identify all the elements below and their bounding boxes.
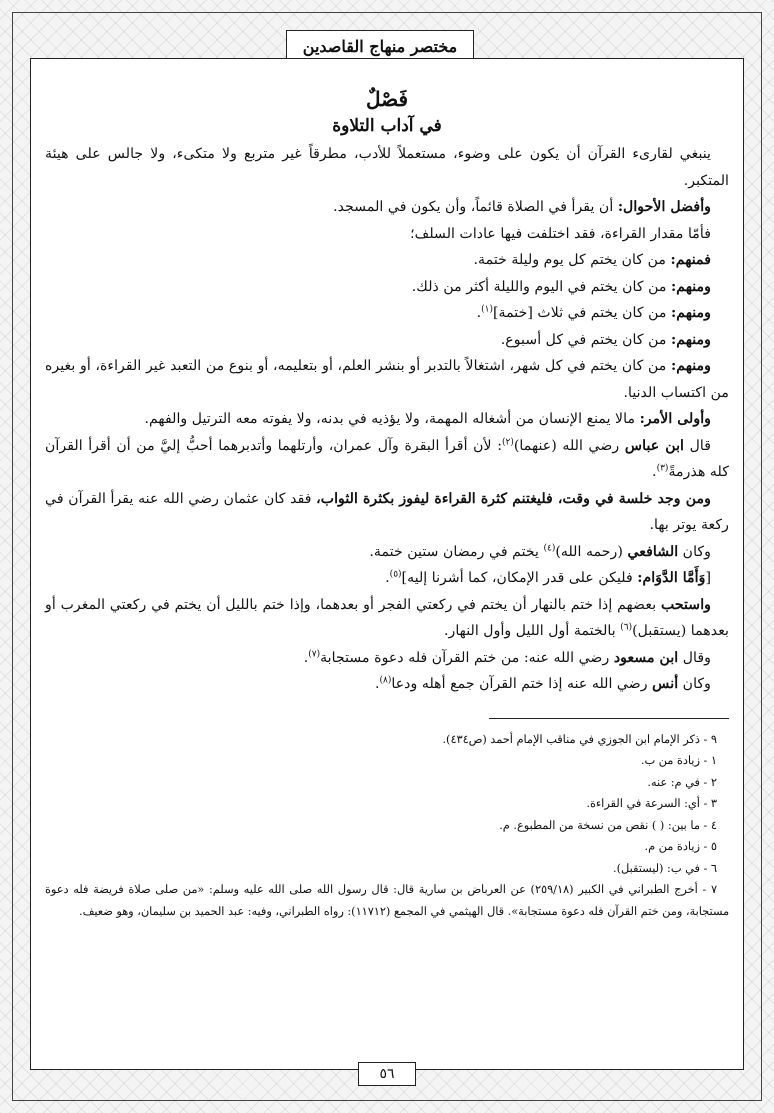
- footnotes: [45, 729, 729, 923]
- paragraph-15: [45, 645, 729, 672]
- paragraph-5-text: من كان يختم في اليوم والليلة أكثر من ذلك.: [411, 278, 672, 295]
- paragraph-11-lead: ومن وجد خلسة في وقت، فليغتنم كثرة القراءة ليفوز بكثرة الثواب،: [316, 490, 711, 507]
- section-subtitle: في آداب التلاوة: [332, 116, 442, 136]
- paragraph-3: [45, 221, 729, 248]
- paragraph-15-end: .: [303, 649, 309, 666]
- paragraph-2-text: أن يقرأ في الصلاة قائماً، وأن يكون في المسجد.: [333, 199, 618, 215]
- paragraph-5: [45, 274, 729, 301]
- paragraph-12-b: (رحمه الله): [555, 543, 628, 560]
- footnote-item: ١ - زيادة من ب.: [640, 754, 717, 767]
- paragraph-15-a: وقال: [678, 649, 711, 666]
- paragraph-10-end: .: [652, 464, 657, 480]
- paragraph-16-name: أنس: [652, 676, 679, 692]
- footnote-ref[interactable]: (٣): [656, 463, 669, 474]
- paragraph-8: [45, 353, 729, 406]
- footnote-item: ٢ - في م: عنه.: [647, 775, 717, 789]
- paragraph-7-lead: ومنهم:: [671, 331, 711, 348]
- paragraph-15-b: رضي الله عنه: من ختم القرآن فله دعوة مستجابة: [320, 649, 614, 666]
- paragraph-7-text: من كان يختم في كل أسبوع.: [500, 331, 672, 348]
- paragraph-6-lead: ومنهم:: [671, 305, 711, 321]
- footnote-item: ٦ - في ب: (ليستقبل).: [613, 861, 717, 875]
- paragraph-10-b: رضي الله (عنهما): [513, 437, 625, 454]
- footnote-ref[interactable]: (٢): [502, 436, 514, 447]
- paragraph-1-text: ينبغي لقارىء القرآن أن يكون على وضوء، مستعملاً للأدب، مطرقاً غير متربع ولا متكىء، ولا جالس على هيئة المتكبر.: [45, 146, 729, 189]
- paragraph-1: [45, 141, 729, 194]
- paragraph-16-b: رضي الله عنه إذا ختم القرآن جمع أهله ودعا: [391, 676, 653, 692]
- footnote-divider: [489, 718, 729, 719]
- footnote-item: ٥ - زيادة من م.: [644, 840, 717, 853]
- paragraph-14-lead: واستحب: [660, 596, 711, 613]
- paragraph-15-name: ابن مسعود: [613, 649, 679, 666]
- paragraph-12-name: الشافعي: [627, 543, 679, 560]
- paragraph-3-text: فأمّا مقدار القراءة، فقد اختلفت فيها عادات السلف؛: [410, 225, 711, 242]
- paragraph-8-text: من كان يختم في كل شهر، اشتغالاً بالتدبر أو بنشر العلم، أو بتعليمه، أو بنوع من التعبد غير القراءة، أو بغيره من اكتساب الدنيا.: [45, 358, 729, 401]
- paragraph-16-end: .: [375, 676, 380, 692]
- paragraph-14-a: بعضهم إذا ختم بالنهار أن يختم في ركعتي الفجر أو بعدهما، وإذا ختم بالليل أن يختم في ركعتي المغرب أو بعدهما (يستقبل): [45, 596, 729, 639]
- paragraph-10-a: قال: [683, 437, 711, 454]
- footnote-ref[interactable]: (٥): [389, 569, 402, 580]
- paragraph-4: [45, 247, 729, 274]
- paragraph-13: [45, 565, 729, 592]
- paragraph-6: [45, 300, 729, 327]
- paragraph-14: [45, 592, 729, 645]
- content-area: [30, 58, 744, 1070]
- paragraph-13-text: فليكن على قدر الإمكان، كما أشرنا إليه]: [401, 570, 638, 586]
- paragraph-13-lead: وَأَمَّا الدَّوَام:: [637, 570, 706, 586]
- paragraph-16-a: وكان: [678, 676, 711, 692]
- paragraph-9: [45, 406, 729, 433]
- paragraph-9-lead: وأولى الأمر:: [639, 411, 711, 427]
- footnote-ref[interactable]: (٧): [308, 648, 321, 659]
- paragraph-10-c: : لأن أقرأ البقرة وآل عمران، وأرتلهما وأتدبرهما أحبُّ إليَّ من أن أقرأ القرآن كله هذرمةً: [45, 437, 729, 480]
- footnote-item: ٤ - ما بين: ( ) نقص من نسخة من المطبوع. م.: [499, 818, 717, 832]
- book-title: مختصر منهاج القاصدين: [302, 36, 458, 56]
- footnote-ref[interactable]: (٦): [620, 622, 633, 633]
- paragraph-12: [45, 539, 729, 566]
- paragraph-13-open: [: [705, 570, 711, 586]
- footnote-item: ٧ - أخرج الطبراني في الكبير (٢٥٩/١٨) عن العرباض بن سارية قال: قال رسول الله صلى الله عليه وسلم: «من صلى صلاة فريضة فله دعوة مستجابة، ومن ختم القرآن فله دعوة مستجابة». قال الهيثمي في المجمع (١١٧١٢): رواه الطبراني، وفيه: عبد الحميد بن سليمان، وهو ضعيف.: [45, 883, 729, 918]
- paragraph-12-a: وكان: [678, 543, 711, 560]
- paragraph-7: [45, 327, 729, 354]
- paragraph-11: [45, 486, 729, 539]
- paragraph-2: [45, 194, 729, 221]
- paragraph-16: [45, 671, 729, 698]
- footnote-item: ٩ - ذكر الإمام ابن الجوزي في مناقب الإمام أحمد (ص٤٣٤).: [442, 732, 717, 746]
- paragraph-10-name: ابن عباس: [624, 437, 684, 454]
- footnote-item: ٣ - أي: السرعة في القراءة.: [586, 797, 717, 810]
- footnote-ref[interactable]: (٨): [379, 675, 392, 686]
- paragraph-12-c: يختم في رمضان ستين ختمة.: [369, 543, 544, 560]
- paragraph-6-end: .: [476, 305, 482, 321]
- paragraph-11-text: فقد كان عثمان رضي الله عنه يقرأ القرآن في ركعة يوتر بها.: [45, 490, 729, 533]
- footnote-ref[interactable]: (٤): [543, 542, 556, 553]
- paragraph-2-lead: وأفضل الأحوال:: [617, 199, 711, 215]
- page-number: ٥٦: [379, 1066, 395, 1082]
- paragraph-4-lead: فمنهم:: [670, 252, 711, 268]
- paragraph-8-lead: ومنهم:: [671, 358, 711, 374]
- paragraph-9-text: مالا يمنع الإنسان من أشغاله المهمة، ولا يؤذيه في بدنه، ولا يفوته معه الترتيل والفهم.: [144, 411, 640, 427]
- paragraph-6-text: من كان يختم في ثلاث [ختمة]: [492, 305, 672, 321]
- paragraph-10: [45, 433, 729, 486]
- text-column: [31, 59, 743, 922]
- page-number-box: [358, 1062, 416, 1086]
- paragraph-14-b: بالختمة أول الليل وأول النهار.: [444, 623, 621, 639]
- footnote-ref[interactable]: (١): [481, 304, 493, 315]
- paragraph-5-lead: ومنهم:: [671, 278, 711, 295]
- section-title: فَصْلٌ: [365, 87, 409, 111]
- paragraph-13-end: .: [385, 570, 390, 586]
- paragraph-4-text: من كان يختم كل يوم وليلة ختمة.: [473, 252, 671, 268]
